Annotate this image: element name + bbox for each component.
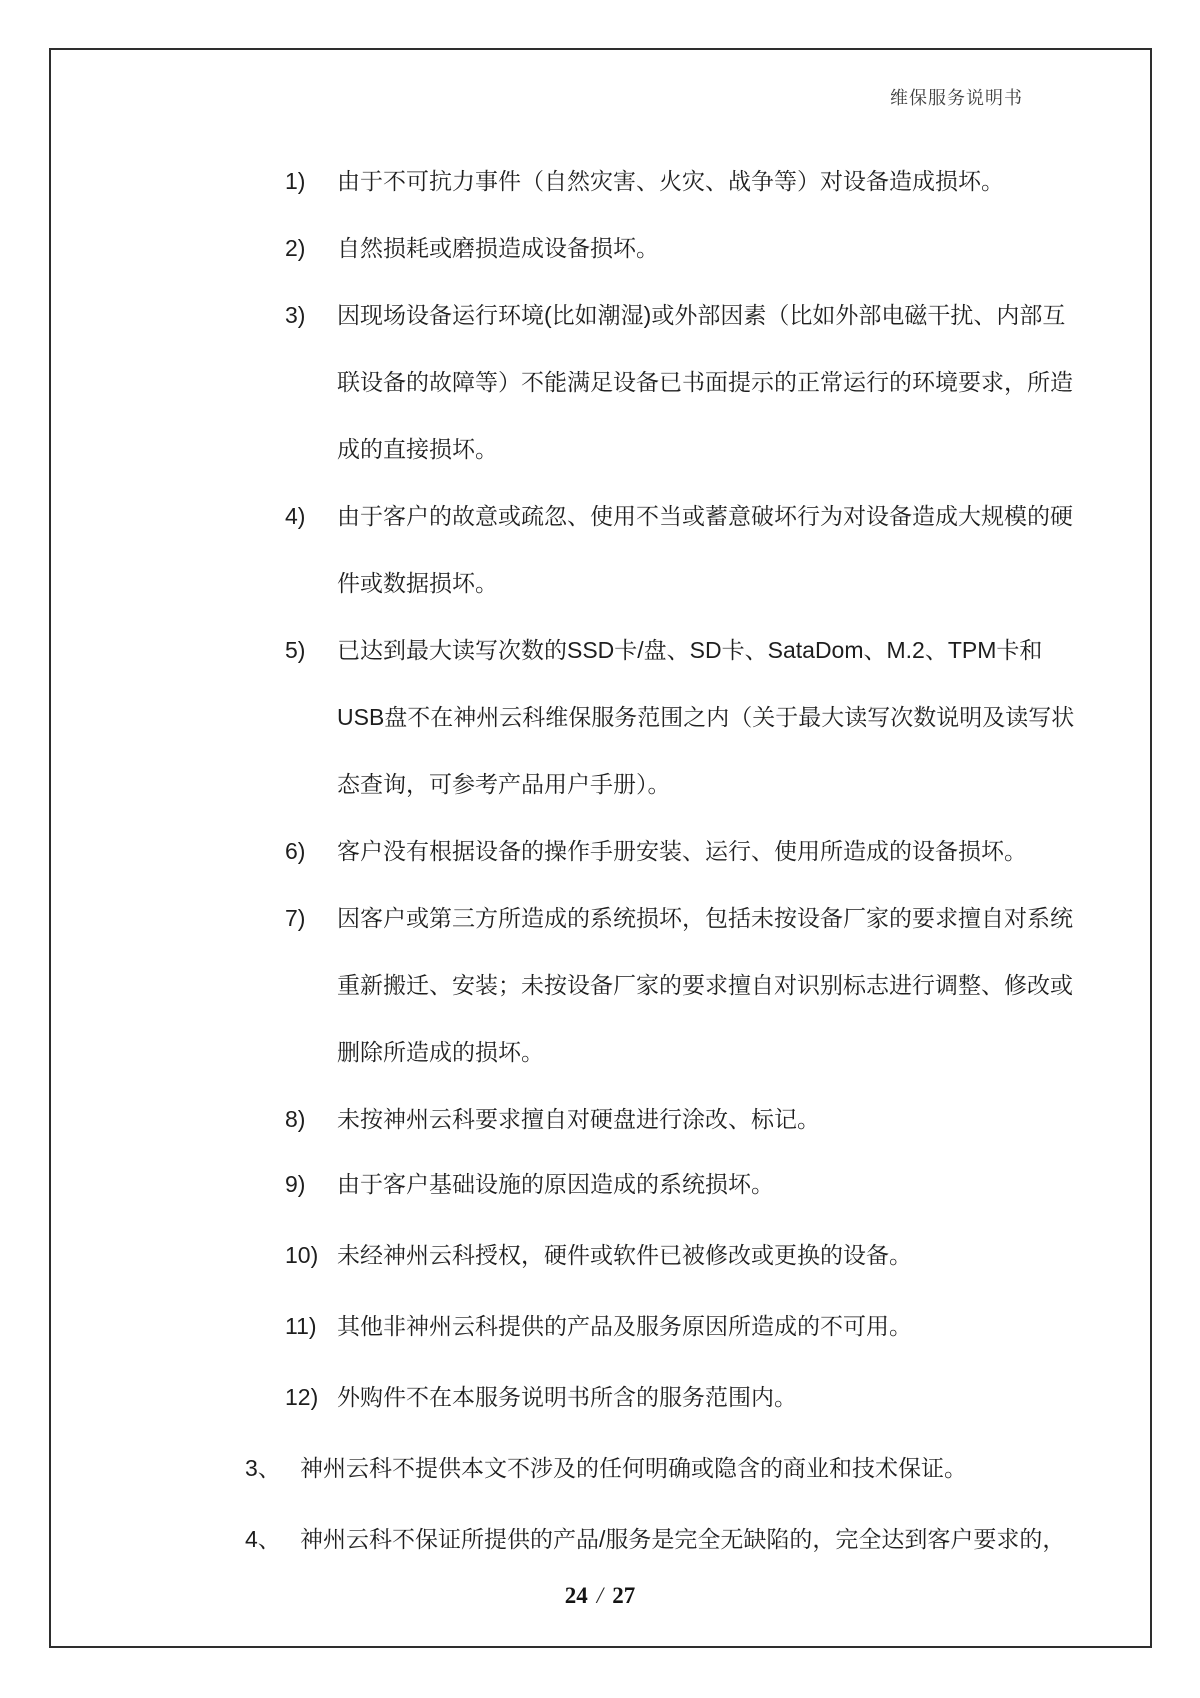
list-marker: 4、: [245, 1526, 281, 1552]
list-marker: 11): [285, 1313, 317, 1339]
list-line-text: 神州云科不提供本文不涉及的任何明确或隐含的商业和技术保证。: [300, 1455, 967, 1481]
list-line: [0, 1241, 1200, 1271]
list-marker: 5): [285, 637, 306, 663]
list-line-text: 重新搬迁、安装；未按设备厂家的要求擅自对识别标志进行调整、修改或: [337, 972, 1073, 998]
list-line-text: 已达到最大读写次数的SSD卡/盘、SD卡、SataDom、M.2、TPM卡和: [337, 637, 1043, 663]
list-line-text: 件或数据损坏。: [337, 570, 498, 596]
list-line-text: 由于不可抗力事件（自然灾害、火灾、战争等）对设备造成损坏。: [337, 168, 1004, 194]
list-line-text: 未按神州云科要求擅自对硬盘进行涂改、标记。: [337, 1106, 820, 1132]
list-line: [0, 703, 1200, 733]
list-marker: 9): [285, 1171, 306, 1197]
list-marker: 8): [285, 1106, 306, 1132]
list-line: [0, 502, 1200, 532]
list-line-text: 客户没有根据设备的操作手册安装、运行、使用所造成的设备损坏。: [337, 838, 1027, 864]
list-line-text: 其他非神州云科提供的产品及服务原因所造成的不可用。: [337, 1313, 912, 1339]
list-line-text: 因现场设备运行环境(比如潮湿)或外部因素（比如外部电磁干扰、内部互: [337, 302, 1066, 328]
list-marker: 6): [285, 838, 306, 864]
list-line-text: 神州云科不保证所提供的产品/服务是完全无缺陷的，完全达到客户要求的，: [300, 1526, 1066, 1552]
list-line-text: 成的直接损坏。: [337, 436, 498, 462]
list-line-text: 外购件不在本服务说明书所含的服务范围内。: [337, 1384, 797, 1410]
list-line: [0, 569, 1200, 599]
list-line: [0, 1170, 1200, 1200]
list-line-text: USB盘不在神州云科维保服务范围之内（关于最大读写次数说明及读写状: [337, 704, 1075, 730]
list-marker: 3): [285, 302, 306, 328]
list-line-text: 删除所造成的损坏。: [337, 1039, 544, 1065]
list-marker: 1): [285, 168, 306, 194]
list-marker: 10): [285, 1242, 319, 1268]
list-line-text: 态查询，可参考产品用户手册）。: [337, 771, 671, 797]
list-line: [0, 770, 1200, 800]
list-line: [0, 167, 1200, 197]
list-line-text: 未经神州云科授权，硬件或软件已被修改或更换的设备。: [337, 1242, 912, 1268]
list-line: [0, 301, 1200, 331]
list-line: [0, 904, 1200, 934]
list-line: [0, 435, 1200, 465]
list-line: [0, 1312, 1200, 1342]
list-line-text: 因客户或第三方所造成的系统损坏，包括未按设备厂家的要求擅自对系统: [337, 905, 1073, 931]
list-marker: 7): [285, 905, 306, 931]
footer-current-page: 24: [564, 1583, 588, 1608]
list-marker: 4): [285, 503, 306, 529]
list-line: [0, 1525, 1200, 1555]
list-line: [0, 1105, 1200, 1135]
list-line-text: 由于客户基础设施的原因造成的系统损坏。: [337, 1171, 774, 1197]
list-line-text: 由于客户的故意或疏忽、使用不当或蓄意破坏行为对设备造成大规模的硬: [337, 503, 1073, 529]
list-line-text: 联设备的故障等）不能满足设备已书面提示的正常运行的环境要求，所造: [337, 369, 1073, 395]
list-marker: 2): [285, 235, 306, 261]
list-line: [0, 368, 1200, 398]
list-line: [0, 636, 1200, 666]
list-line: [0, 971, 1200, 1001]
footer-page-separator: /: [596, 1583, 604, 1608]
page-footer: [0, 1583, 1200, 1609]
list-marker: 12): [285, 1384, 319, 1410]
list-marker: 3、: [245, 1455, 281, 1481]
list-line: [0, 1454, 1200, 1484]
list-line: [0, 1383, 1200, 1413]
footer-total-pages: 27: [612, 1583, 636, 1608]
list-line: [0, 837, 1200, 867]
list-line: [0, 1038, 1200, 1068]
page-header-title: 维保服务说明书: [890, 88, 1023, 108]
list-line-text: 自然损耗或磨损造成设备损坏。: [337, 235, 659, 261]
list-line: [0, 234, 1200, 264]
